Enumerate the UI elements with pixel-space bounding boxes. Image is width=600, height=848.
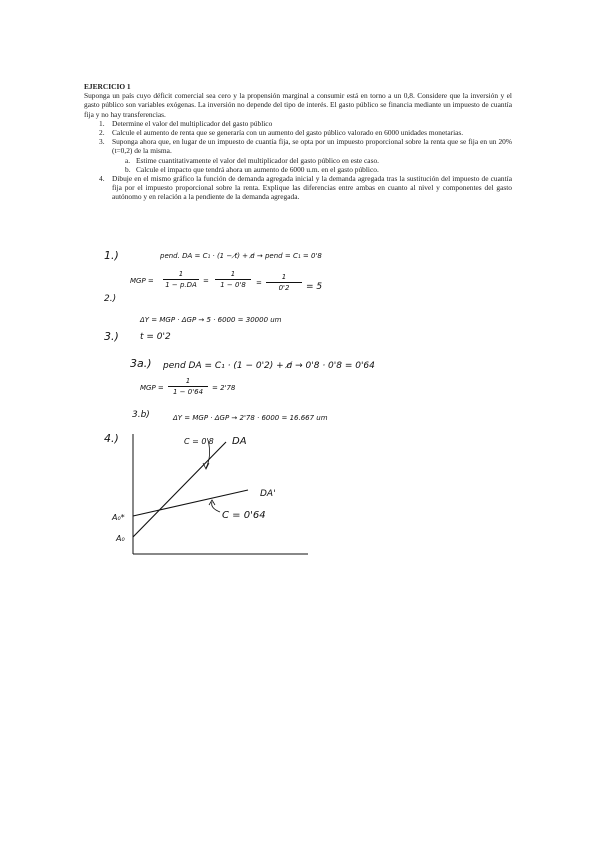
label-a0: A₀ xyxy=(116,534,125,543)
question-3: 3. Suponga ahora que, en lugar de un impuesto de cuantía fija, se opta por un impuesto proporcional sobre la renta que se fija en un 20% (t=0,2) de la misma. xyxy=(99,137,512,156)
exercise-intro: Suponga un país cuyo déficit comercial sea cero y la propensión marginal a consumir está en torno a un 0,8. Considere que la inversión y el gasto público son variables exógenas. La inversión no depende del tipo de interés. El gasto público se financia mediante un impuesto de cuantía fija y no hay transferencias. xyxy=(84,91,512,119)
answer-1-fraction-1: $\frac{1}{1 - p.DA}$ xyxy=(163,270,199,289)
answer-3-label: 3.) xyxy=(104,330,119,343)
da-line xyxy=(133,442,226,537)
answer-1-fraction-3: $\frac{1}{0'2}$ xyxy=(266,273,302,292)
label-c-064: C = 0'64 xyxy=(222,510,266,521)
answer-1-equals-1: = xyxy=(203,277,209,285)
exercise-statement xyxy=(84,82,512,202)
label-c-08: C = 0'8 xyxy=(184,437,214,446)
answer-1-mgp-label: MGP = xyxy=(130,277,154,285)
c064-pointer-arrow xyxy=(212,502,220,512)
answer-3a-slope-line: pend DA = C₁ · (1 − 0'2) + ɑ̸ → 0'8 · 0'8 = 0'64 xyxy=(163,361,375,371)
aggregate-demand-graph xyxy=(108,430,318,560)
answer-4-label: 4.) xyxy=(104,432,119,445)
subquestion-b: b. Calcule el impacto que tendrá ahora un aumento de 6000 u.m. en el gasto público. xyxy=(125,164,379,174)
answer-1-equals-2: = xyxy=(256,279,262,287)
question-4: 4. Dibuje en el mismo gráfico la función de demanda agregada inicial y la demanda agregada tras la sustitución del impuesto de cuantía fija por el impuesto proporcional sobre la renta. Explique las diferencias entre ambas en cuanto al nivel y componentes del gasto autónomo y en relación a la pendiente de la demanda agregada. xyxy=(99,174,512,202)
answer-1-fraction-2: $\frac{1}{1 - 0'8}$ xyxy=(215,270,251,289)
answer-3a-fraction: $\frac{1}{1 - 0'64}$ xyxy=(168,377,208,396)
answer-1-slope-line: pend. DA = C₁ · (1 − t̸) + ɑ̸ → pend = C₁ = 0'8 xyxy=(160,252,322,260)
answer-3b-line: ΔY = MGP · ΔGP → 2'78 · 6000 = 16.667 um xyxy=(173,414,328,422)
subquestion-a: a. Estime cuantitativamente el valor del multiplicador del gasto público en este caso. xyxy=(125,155,379,165)
answer-3a-mgp-label: MGP = xyxy=(140,384,164,392)
answer-3a-label: 3a.) xyxy=(130,357,152,370)
question-1: 1. Determine el valor del multiplicador del gasto público xyxy=(99,118,273,128)
answer-3b-label: 3.b) xyxy=(132,410,150,420)
answer-2-label: 2.) xyxy=(104,294,117,304)
label-a0-star: A₀* xyxy=(112,513,125,522)
answer-1-result: = 5 xyxy=(306,282,323,292)
answer-3a-result: = 2'78 xyxy=(212,384,236,392)
answer-2-line: ΔY = MGP · ΔGP → 5 · 6000 = 30000 um xyxy=(140,316,282,324)
answer-1-label: 1.) xyxy=(104,249,119,262)
label-da-prime: DA' xyxy=(260,489,276,499)
exercise-title: EJERCICIO 1 xyxy=(84,82,131,91)
answer-3-tax-rate: t = 0'2 xyxy=(140,332,171,342)
question-2: 2. Calcule el aumento de renta que se generaría con un aumento del gasto público valorado en 6000 unidades monetarias. xyxy=(99,128,464,138)
label-da: DA xyxy=(232,436,247,447)
